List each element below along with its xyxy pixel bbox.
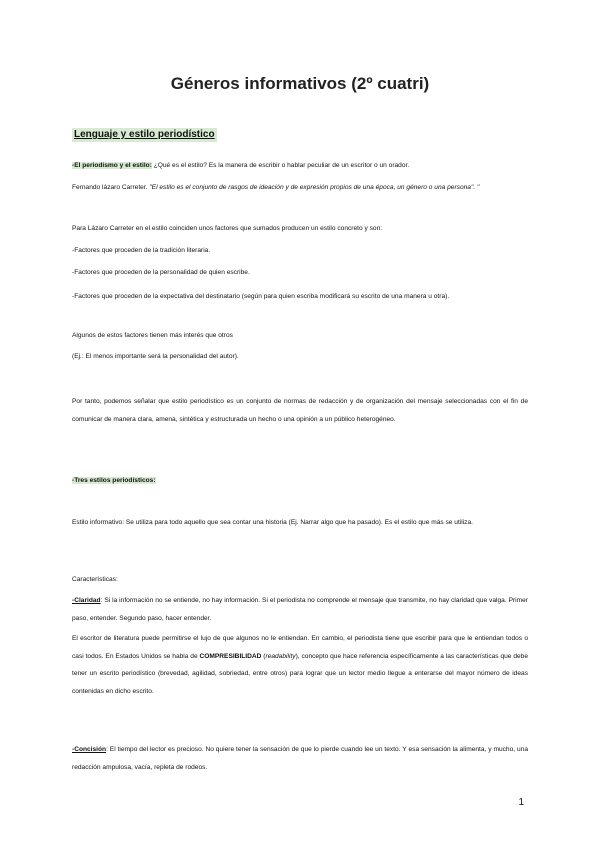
- paragraph-tres-estilos: [72, 472, 528, 490]
- paragraph-claridad: -Claridad: Si la información no se entiende, no hay información. Si el periodista no comprende el mensaje que transmite, no hay claridad que valga. Primer paso, entender. Segundo paso, hacer entender.: [72, 597, 528, 622]
- page-title: Géneros informativos (2º cuatri): [170, 74, 430, 93]
- highlight-label: -Tres estilos periodísticos:: [72, 477, 156, 484]
- paragraph-factor-2: -Factores que proceden de la personalidad de quien escribe.: [72, 269, 250, 276]
- paragraph-compresibilidad: El escritor de literatura puede permitirse el lujo de que algunos no le entiendan. En cambio, el periodista tiene que escribir para que le entiendan todos o casi todos. En Estados Unidos se habla de COMPRESIBILIDAD (readability), concepto que hace referencia específicamente a las características que debe tener un escrito periodístico (brevedad, agilidad, sobriedad, entre otros) para lograr que un lector medio llegue a enterarse del mayor número de ideas contenidas en dicho escrito.: [72, 635, 528, 695]
- paragraph-caracteristicas: Características:: [72, 576, 118, 583]
- paragraph-factor-3: -Factores que proceden de la expectativa del destinatario (según para quien escriba modificará su escrito de una manera u otra).: [72, 293, 450, 300]
- paragraph-interes: Algunos de estos factores tienen más interés que otros: [72, 332, 233, 339]
- paragraph-concision: -Concisión: El tiempo del lector es precioso. No quiere tener la sensación de que lo pierde cuando lee un texto. Y esa sensación la alimenta, y mucho, una redacción ampulosa, vacía, repleta de rodeos.: [72, 746, 528, 771]
- paragraph-ejemplo: (Ej.: El menos importante será la personalidad del autor).: [72, 353, 239, 360]
- paragraph-factor-1: -Factores que proceden de la tradición literaria.: [72, 247, 211, 254]
- paragraph-estilo: -El periodismo y el estilo: ¿Qué es el estilo? Es la manera de escribir o hablar peculiar de un escritor o un orador.: [72, 162, 410, 169]
- page-number: 1: [518, 797, 524, 808]
- paragraph-factores-intro: Para Lázaro Carreter en el estilo coinciden unos factores que sumados producen un estilo concreto y son:: [72, 225, 383, 232]
- highlight-label: -El periodismo y el estilo:: [72, 162, 152, 169]
- section-heading: Lenguaje y estilo periodístico: [74, 129, 215, 140]
- paragraph-definicion: Por tanto, podemos señalar que estilo periodístico es un conjunto de normas de redacción y de organización del mensaje seleccionadas con el fin de comunicar de manera clara, amena, sintética y estructurada un hecho o una opinión a un público heterogéneo.: [72, 398, 528, 423]
- paragraph-estilo-informativo: Estilo informativo: Se utiliza para todo aquello que sea contar una historia (Ej. Narrar algo que ha pasado). Es el estilo que más se utiliza.: [72, 519, 473, 526]
- paragraph-lazaro-quote: Fernando lázaro Carreter. "El estilo es el conjunto de rasgos de ideación y de expresión propios de una época, un género o una persona". ": [72, 184, 480, 191]
